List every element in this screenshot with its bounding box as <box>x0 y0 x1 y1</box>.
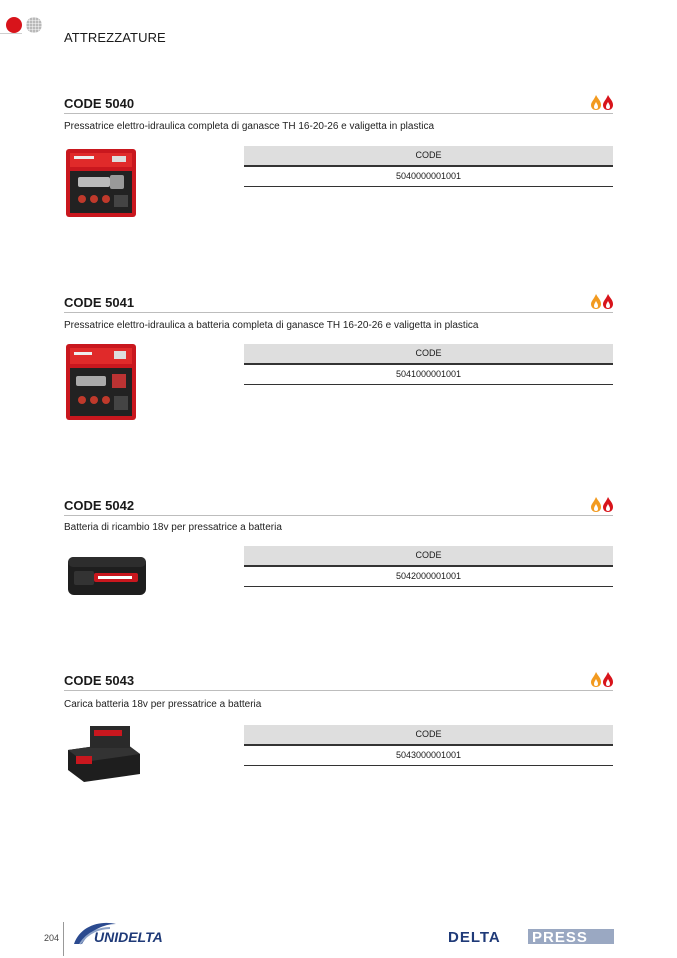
product-header <box>64 292 613 313</box>
press-kit-case-image <box>64 147 138 219</box>
deltapress-logo <box>448 928 614 946</box>
code-table-header: CODE <box>244 725 613 746</box>
product-code-title: CODE 5042 <box>64 498 135 513</box>
product-5043 <box>64 670 613 760</box>
article-code: 5040000001001 <box>244 167 613 187</box>
code-table <box>244 146 613 187</box>
battery-press-kit-case-image <box>64 342 138 422</box>
flame-red-icon <box>603 497 613 512</box>
product-header <box>64 670 613 691</box>
code-table <box>244 344 613 385</box>
flame-icons <box>591 497 613 512</box>
article-code: 5042000001001 <box>244 567 613 587</box>
section-title: ATTREZZATURE <box>64 30 166 45</box>
battery-image <box>64 551 150 599</box>
battery-charger-image <box>64 720 144 784</box>
article-code: 5041000001001 <box>244 365 613 385</box>
code-table <box>244 546 613 587</box>
product-5040 <box>64 93 613 181</box>
flame-orange-icon <box>591 497 601 512</box>
product-header <box>64 93 613 114</box>
unidelta-logo <box>70 918 210 948</box>
flame-icons <box>591 95 613 110</box>
unidelta-logo-text: UNIDELTA <box>94 929 163 945</box>
product-description: Carica batteria 18v per pressatrice a batteria <box>64 699 262 710</box>
flame-red-icon <box>603 95 613 110</box>
code-table <box>244 725 613 766</box>
flame-red-icon <box>603 672 613 687</box>
deltapress-logo-delta: DELTA <box>448 929 501 946</box>
code-table-header: CODE <box>244 146 613 167</box>
grey-dot-icon <box>26 17 42 33</box>
product-header <box>64 495 613 516</box>
footer-divider <box>63 922 64 956</box>
product-5041 <box>64 292 613 379</box>
article-code: 5043000001001 <box>244 746 613 766</box>
flame-icons <box>591 294 613 309</box>
product-description: Batteria di ricambio 18v per pressatrice a batteria <box>64 522 282 533</box>
code-table-header: CODE <box>244 546 613 567</box>
code-table-header: CODE <box>244 344 613 365</box>
product-code-title: CODE 5043 <box>64 673 135 688</box>
header-rule <box>0 33 22 34</box>
deltapress-logo-press: PRESS <box>532 929 588 946</box>
flame-orange-icon <box>591 294 601 309</box>
product-5042 <box>64 495 613 581</box>
flame-red-icon <box>603 294 613 309</box>
product-description: Pressatrice elettro-idraulica a batteria completa di ganasce TH 16-20-26 e valigetta in plastica <box>64 320 479 331</box>
flame-orange-icon <box>591 672 601 687</box>
flame-icons <box>591 672 613 687</box>
flame-orange-icon <box>591 95 601 110</box>
product-code-title: CODE 5041 <box>64 295 135 310</box>
product-description: Pressatrice elettro-idraulica completa di ganasce TH 16-20-26 e valigetta in plastica <box>64 121 435 132</box>
product-code-title: CODE 5040 <box>64 96 135 111</box>
page-number: 204 <box>44 933 60 943</box>
red-dot-icon <box>6 17 22 33</box>
